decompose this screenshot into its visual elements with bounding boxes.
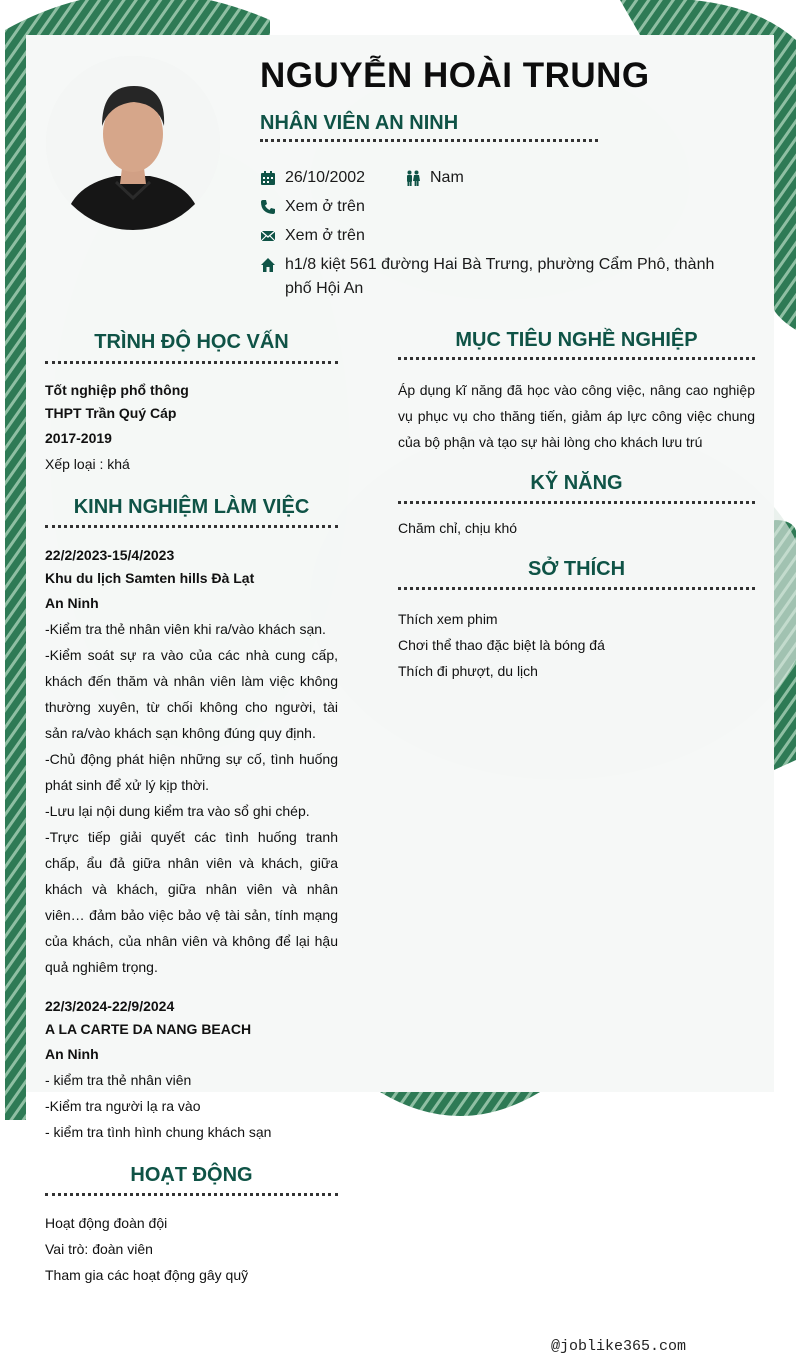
job-duty-line: -Kiểm soát sự ra vào của các nhà cung cấp, khách đến thăm và nhân viên làm việc không thường xuyên, từ chối không cho người, tài sản ra/vào khách sạn không đúng quy định. (45, 647, 338, 741)
gender-row (405, 166, 464, 190)
hobby-item: Thích đi phượt, du lịch (398, 663, 538, 679)
activities-divider (45, 1193, 338, 1196)
address-value: h1/8 kiệt 561 đường Hai Bà Trưng, phường Cẩm Phô, thành phố Hội An (285, 256, 715, 297)
education-divider (45, 361, 338, 364)
job-company: A LA CARTE DA NANG BEACH (45, 1021, 252, 1037)
hobby-item: Thích xem phim (398, 611, 498, 627)
education-degree: Tốt nghiệp phổ thông (45, 382, 189, 398)
activity-item: Tham gia các hoạt động gây quỹ (45, 1267, 249, 1283)
skills-title: KỸ NĂNG (530, 472, 623, 494)
email-value: Xem ở trên (285, 227, 365, 244)
education-years: 2017-2019 (45, 430, 112, 446)
skills-divider (398, 501, 755, 504)
birthdate-row (260, 166, 365, 190)
job-duty-line: - kiểm tra thẻ nhân viên (45, 1072, 192, 1088)
footer-watermark: @joblike365.com (551, 1338, 687, 1355)
birthdate-value: 26/10/2002 (285, 169, 366, 186)
experience-title: KINH NGHIỆM LÀM VIỆC (73, 496, 310, 518)
gender-icon (405, 170, 421, 186)
hobby-item: Chơi thể thao đặc biệt là bóng đá (398, 637, 605, 653)
objective-divider (398, 357, 755, 360)
job-duties (45, 1067, 338, 1145)
phone-value: Xem ở trên (285, 198, 365, 215)
education-rank: Xếp loại : khá (45, 456, 130, 472)
phone-icon (260, 199, 276, 215)
job-duties (45, 616, 338, 980)
home-icon (260, 257, 276, 273)
job-duty-line: -Lưu lại nội dung kiểm tra vào sổ ghi chép. (45, 803, 310, 819)
hobbies-list (398, 606, 605, 684)
job-duty-line: -Kiểm tra người lạ ra vào (45, 1098, 201, 1114)
phone-row (260, 195, 365, 219)
job-role: An Ninh (45, 595, 99, 611)
job-duty-line: - kiểm tra tình hình chung khách sạn (45, 1124, 272, 1140)
address-row (260, 253, 740, 301)
activities-list (45, 1210, 248, 1288)
education-school: THPT Trần Quý Cáp (45, 405, 177, 421)
job-duty-line: -Trực tiếp giải quyết các tình huống tranh chấp, ẩu đả giữa nhân viên và khách, giữa khách và khách, giữa nhân viên và nhân viên… đảm bảo việc bảo vệ tài sản, tính mạng của khách, của nhân viên và không để lại hậu quả nghiêm trọng. (45, 829, 338, 975)
objective-title: MỤC TIÊU NGHỀ NGHIỆP (455, 329, 698, 351)
job-role: An Ninh (45, 1046, 99, 1062)
education-title: TRÌNH ĐỘ HỌC VẤN (94, 331, 289, 353)
position-divider (260, 139, 598, 142)
email-row (260, 224, 365, 248)
objective-text: Áp dụng kĩ năng đã học vào công việc, nâng cao nghiệp vụ phục vụ cho thăng tiến, giảm áp lực công việc chung của bộ phận và tạo sự hài lòng cho khách lưu trú (398, 382, 755, 450)
gender-value: Nam (430, 169, 464, 186)
job-duty-line: -Kiểm tra thẻ nhân viên khi ra/vào khách sạn. (45, 621, 326, 637)
job-company: Khu du lịch Samten hills Đà Lạt (45, 570, 255, 586)
position-title: NHÂN VIÊN AN NINH (260, 112, 459, 134)
avatar (46, 56, 220, 230)
job-period: 22/2/2023-15/4/2023 (45, 547, 175, 563)
hobbies-divider (398, 587, 755, 590)
activity-item: Vai trò: đoàn viên (45, 1241, 153, 1257)
skills-text: Chăm chỉ, chịu khó (398, 520, 518, 536)
job-duty-line: -Chủ động phát hiện những sự cố, tình huống phát sinh để xử lý kịp thời. (45, 751, 338, 793)
activities-title: HOẠT ĐỘNG (130, 1164, 253, 1186)
email-icon (260, 228, 276, 244)
avatar-photo-icon (46, 56, 220, 230)
candidate-name: NGUYỄN HOÀI TRUNG (260, 56, 650, 95)
hobbies-title: SỞ THÍCH (527, 558, 626, 580)
calendar-icon (260, 170, 276, 186)
activity-item: Hoạt động đoàn đội (45, 1215, 168, 1231)
job-period: 22/3/2024-22/9/2024 (45, 998, 175, 1014)
experience-divider (45, 525, 338, 528)
